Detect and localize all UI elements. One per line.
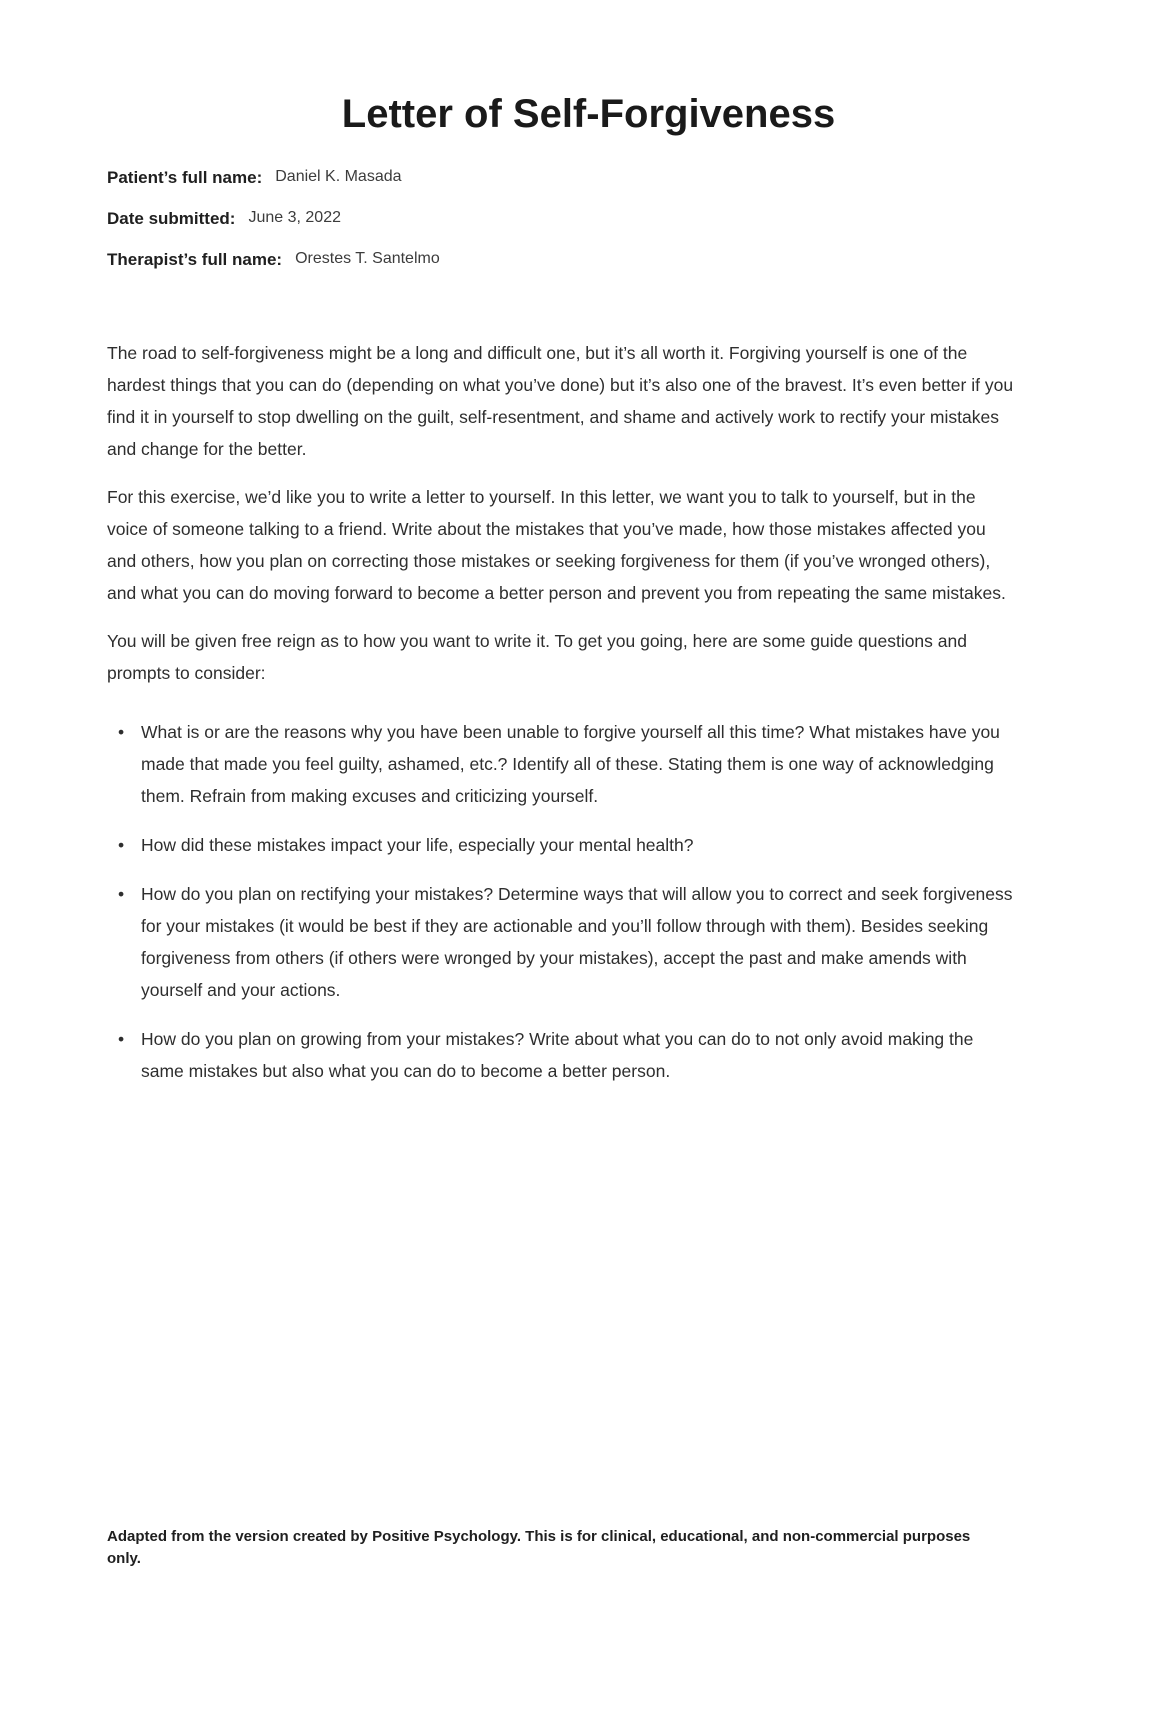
field-row-date-submitted bbox=[107, 207, 1070, 231]
instructions-section bbox=[107, 337, 1015, 689]
intro-paragraph: The road to self-forgiveness might be a long and difficult one, but it’s all worth it. Forgiving yourself is one of the hardest things that you can do (depending on what you’ve done) but it’s also one of the bravest. It’s even better if you find it in yourself to stop dwelling on the guilt, self-resentment, and shame and actively work to rectify your mistakes and change for the better. bbox=[107, 343, 1014, 459]
therapist-name-label: Therapist’s full name: bbox=[107, 250, 283, 269]
patient-name-value: Daniel K. Masada bbox=[275, 168, 402, 185]
bullet-icon: • bbox=[118, 722, 125, 742]
exercise-paragraph: For this exercise, we’d like you to write a letter to yourself. In this letter, we want you to talk to yourself, but in the voice of someone talking to a friend. Write about the mistakes that you’ve made, how those mistakes affected you and others, how you plan on correcting those mistakes or seeking forgiveness for them (if you’ve wronged others), and what you can do moving forward to become a better person and prevent you from repeating the same mistakes. bbox=[107, 487, 1006, 603]
date-submitted-value: June 3, 2022 bbox=[248, 209, 341, 226]
field-row-therapist-name bbox=[107, 248, 1070, 272]
bullet-icon: • bbox=[118, 835, 125, 855]
guide-questions-list bbox=[107, 716, 1015, 1087]
bullet-text-impact: How did these mistakes impact your life, especially your mental health? bbox=[141, 835, 694, 855]
date-submitted-label: Date submitted: bbox=[107, 209, 236, 228]
list-item bbox=[107, 1023, 1015, 1087]
list-item bbox=[107, 829, 1015, 861]
bullet-icon: • bbox=[118, 884, 125, 904]
field-row-patient-name bbox=[107, 166, 1070, 190]
bullet-icon: • bbox=[118, 1029, 125, 1049]
bullet-text-reasons: What is or are the reasons why you have been unable to forgive yourself all this time? What mistakes have you made that made you feel guilty, ashamed, etc.? Identify all of these. Stating them is one way of acknowledging them. Refrain from making excuses and criticizing yourself. bbox=[141, 722, 1000, 806]
patient-name-label: Patient’s full name: bbox=[107, 168, 263, 187]
list-item bbox=[107, 716, 1015, 812]
worksheet-page bbox=[0, 90, 1176, 1720]
attribution-note: Adapted from the version created by Positive Psychology. This is for clinical, educational, and non-commercial purposes only. bbox=[107, 1528, 971, 1567]
bullet-text-rectify: How do you plan on rectifying your mistakes? Determine ways that will allow you to correct and seek forgiveness for your mistakes (it would be best if they are actionable and you’ll follow through with them). Besides seeking forgiveness from others (if others were wronged by your mistakes), accept the past and make amends with yourself and your actions. bbox=[141, 884, 1013, 1000]
page-title: Letter of Self-Forgiveness bbox=[341, 92, 836, 136]
guide-intro-paragraph: You will be given free reign as to how you want to write it. To get you going, here are some guide questions and prompts to consider: bbox=[107, 631, 967, 683]
list-item bbox=[107, 878, 1015, 1006]
bullet-text-growth: How do you plan on growing from your mistakes? Write about what you can do to not only avoid making the same mistakes but also what you can do to become a better person. bbox=[141, 1029, 974, 1081]
patient-info-section bbox=[107, 166, 1070, 272]
therapist-name-value: Orestes T. Santelmo bbox=[295, 250, 440, 267]
